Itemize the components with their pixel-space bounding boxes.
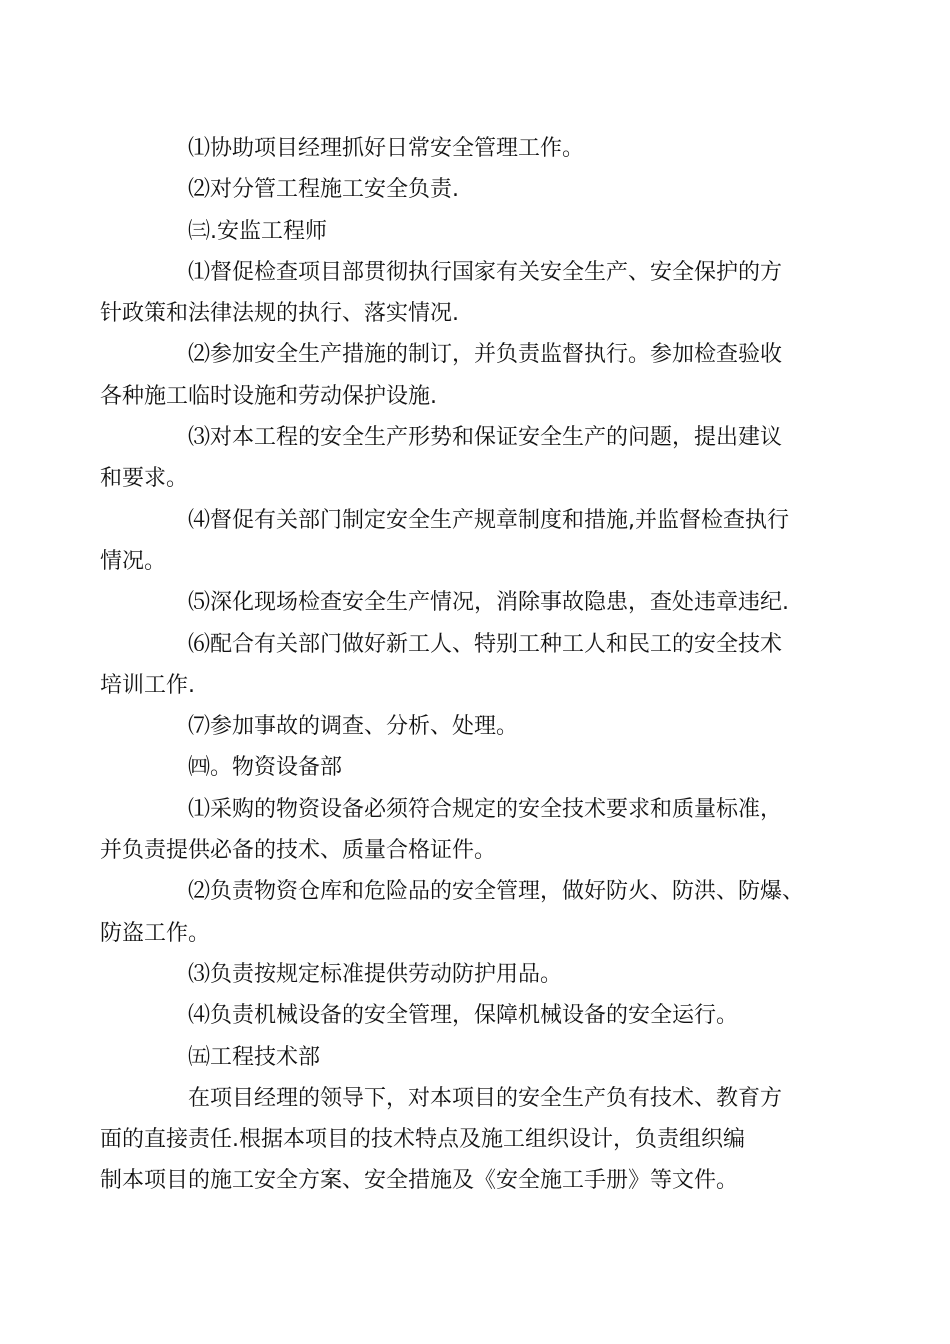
paragraph-machinery-safety xyxy=(144,995,816,1036)
text-line: 防盗工作。 xyxy=(100,920,211,946)
text-line: ⑷督促有关部门制定安全生产规章制度和措施,并监督检查执行 xyxy=(188,507,789,533)
paragraph-protective-equipment xyxy=(144,954,816,995)
text-line: ⑵负责物资仓库和危险品的安全管理，做好防火、防洪、防爆、 xyxy=(188,879,805,905)
text-line: 情况。 xyxy=(100,548,167,574)
paragraph-site-inspection xyxy=(144,582,816,623)
text-line: ⑷负责机械设备的安全管理，保障机械设备的安全运行。 xyxy=(188,1003,739,1029)
text-line: 和要求。 xyxy=(100,466,189,492)
text-line: ㈢.安监工程师 xyxy=(188,218,327,244)
paragraph-supervise-policy xyxy=(100,252,816,335)
paragraph-regulations xyxy=(100,500,816,583)
text-line: ⑴督促检查项目部贯彻执行国家有关安全生产、安全保护的方 xyxy=(188,259,783,285)
paragraph-procurement xyxy=(100,789,816,872)
text-line: 并负责提供必备的技术、质量合格证件。 xyxy=(100,838,497,864)
section-heading-safety-engineer xyxy=(144,211,816,252)
text-line: 培训工作. xyxy=(100,672,195,698)
text-line: 制本项目的施工安全方案、安全措施及《安全施工手册》等文件。 xyxy=(100,1168,739,1194)
paragraph-training xyxy=(100,624,816,707)
text-line: ⑸深化现场检查安全生产情况，消除事故隐患，查处违章违纪. xyxy=(188,590,789,616)
document-page xyxy=(100,128,816,1202)
paragraph-safety-situation xyxy=(100,417,816,500)
text-line: ⑴协助项目经理抓好日常安全管理工作。 xyxy=(188,136,585,161)
paragraph-safety-measures xyxy=(100,334,816,417)
text-line: 面的直接责任.根据本项目的技术特点及施工组织设计，负责组织编 xyxy=(100,1127,745,1153)
paragraph-assist-pm xyxy=(144,128,816,169)
section-heading-engineering-tech xyxy=(144,1037,816,1078)
text-line: ⑵参加安全生产措施的制订，并负责监督执行。参加检查验收 xyxy=(188,342,783,368)
text-line: 针政策和法律法规的执行、落实情况. xyxy=(100,301,459,327)
text-line: ⑺参加事故的调查、分析、处理。 xyxy=(188,714,519,740)
text-line: ⑹配合有关部门做好新工人、特别工种工人和民工的安全技术 xyxy=(188,631,783,657)
paragraph-tech-responsibility xyxy=(100,1078,816,1202)
text-line: ⑴采购的物资设备必须符合规定的安全技术要求和质量标准， xyxy=(188,796,783,822)
text-line: 各种施工临时设施和劳动保护设施. xyxy=(100,383,437,409)
paragraph-accident-investigation xyxy=(144,706,816,747)
text-line: ㈤工程技术部 xyxy=(188,1044,321,1070)
text-line: 在项目经理的领导下，对本项目的安全生产负有技术、教育方 xyxy=(188,1085,783,1111)
text-line: ㈣。物资设备部 xyxy=(188,755,343,781)
paragraph-warehouse-safety xyxy=(100,871,816,954)
paragraph-responsible-construction xyxy=(144,169,816,210)
text-line: ⑶对本工程的安全生产形势和保证安全生产的问题，提出建议 xyxy=(188,425,783,451)
text-line: ⑶负责按规定标准提供劳动防护用品。 xyxy=(188,961,563,987)
section-heading-materials-equipment xyxy=(144,747,816,788)
text-line: ⑵对分管工程施工安全负责. xyxy=(188,177,459,203)
